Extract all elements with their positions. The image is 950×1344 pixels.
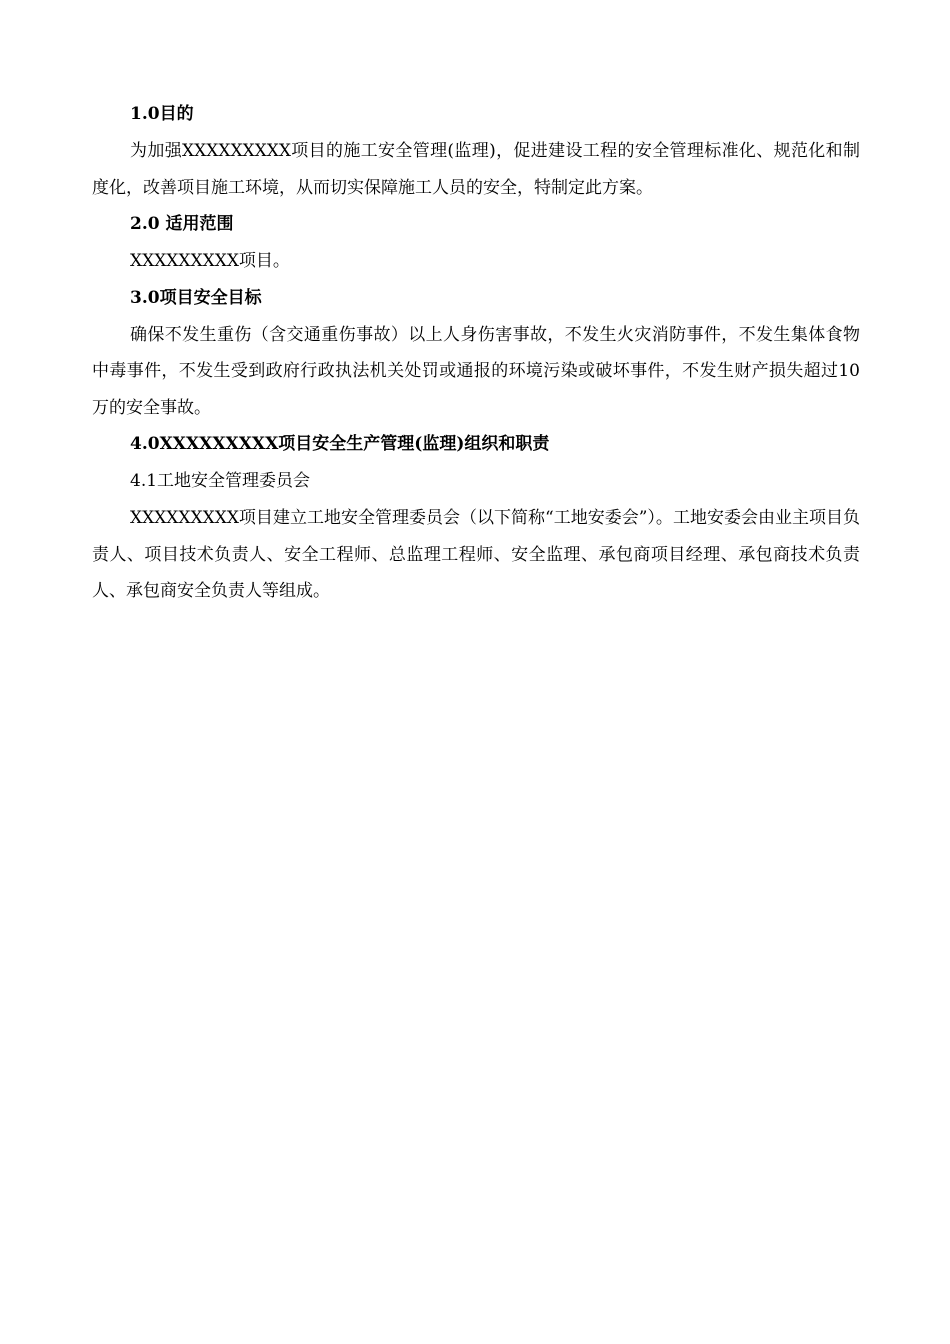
section-4-1-paragraph: XXXXXXXXX项目建立工地安全管理委员会（以下简称“工地安委会”）。工地安委会由业主项目负责人、项目技术负责人、安全工程师、总监理工程师、安全监理、承包商项目经理、承包商技术负责人、承包商安全负责人等组成。	[92, 508, 860, 601]
section-4-heading: 4.0XXXXXXXXX项目安全生产管理(监理)组织和职责	[130, 434, 550, 454]
section-4-1-subheading: 4.1工地安全管理委员会	[130, 471, 311, 491]
section-2-heading: 2.0 适用范围	[130, 214, 234, 234]
section-3-paragraph: 确保不发生重伤（含交通重伤事故）以上人身伤害事故，不发生火灾消防事件，不发生集体食物中毒事件，不发生受到政府行政执法机关处罚或通报的环境污染或破坏事件，不发生财产损失超过10万的安全事故。	[92, 324, 860, 418]
document-page	[92, 96, 860, 610]
section-3-heading: 3.0项目安全目标	[130, 287, 262, 308]
section-1-paragraph: 为加强XXXXXXXXX项目的施工安全管理(监理)，促进建设工程的安全管理标准化、规范化和制度化，改善项目施工环境，从而切实保障施工人员的安全，特制定此方案。	[92, 141, 860, 198]
section-1-heading: 1.0目的	[130, 104, 194, 124]
section-2-paragraph: XXXXXXXXX项目。	[130, 251, 290, 271]
